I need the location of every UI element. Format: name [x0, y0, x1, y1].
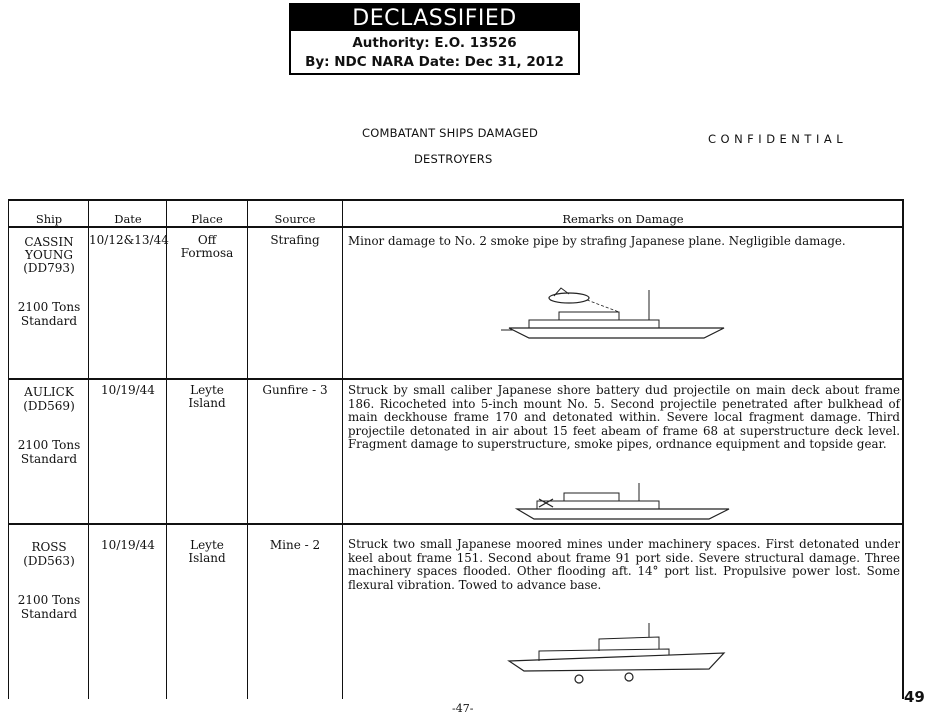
ship-name: AULICK — [24, 385, 74, 399]
col-header-remarks: Remarks on Damage — [562, 212, 684, 226]
col-divider — [166, 201, 167, 699]
stamp-by-line: By: NDC NARA Date: Dec 31, 2012 — [305, 54, 564, 70]
damage-remarks: Minor damage to No. 2 smoke pipe by strafing Japanese plane. Negligible damage. — [348, 234, 846, 248]
place-line-1: Leyte — [190, 383, 224, 397]
row-divider — [9, 378, 902, 380]
side-page-number: 49 — [904, 688, 925, 706]
tonnage: 2100 Tons — [17, 300, 81, 314]
col-header-source: Source — [274, 212, 316, 226]
place-line-1: Leyte — [190, 538, 224, 552]
place-line-2: Formosa — [180, 246, 234, 260]
destroyer-mine-illustration — [499, 621, 739, 686]
hull-number: (DD569) — [23, 399, 75, 413]
place-line-1: Off — [197, 233, 217, 247]
col-header-date: Date — [114, 212, 142, 226]
ship-name: ROSS — [31, 540, 67, 554]
hull-number: (DD563) — [23, 554, 75, 568]
header-divider — [9, 226, 902, 228]
tonnage: 2100 Tons — [17, 593, 81, 607]
damage-date: 10/19/44 — [101, 383, 155, 397]
damage-date: 10/19/44 — [101, 538, 155, 552]
place-line-2: Island — [188, 551, 226, 565]
destroyer-gunfire-illustration — [509, 481, 739, 526]
col-divider — [247, 201, 248, 699]
damage-source: Mine - 2 — [269, 538, 321, 552]
damage-source: Strafing — [270, 233, 320, 247]
tonnage-type: Standard — [20, 452, 78, 466]
ship-name: CASSIN YOUNG — [24, 235, 74, 262]
damage-source: Gunfire - 3 — [262, 383, 328, 397]
damage-date: 10/12&13/44 — [89, 233, 169, 247]
damage-table — [8, 199, 904, 699]
tonnage: 2100 Tons — [17, 438, 81, 452]
hull-number: (DD793) — [23, 261, 75, 275]
damage-remarks: Struck two small Japanese moored mines under machinery spaces. First detonated under keel about frame 151. Second about frame 91 port side. Severe structural damage. Three machinery spaces flooded. Other flooding aft. 14° port list. Propulsive power lost. Some flexural vibration. Towed to advance base. — [348, 537, 900, 592]
row-divider — [9, 523, 902, 525]
declassified-stamp — [289, 3, 580, 75]
col-header-ship: Ship — [35, 212, 63, 226]
classification-label: CONFIDENTIAL — [708, 132, 848, 146]
page-title: COMBATANT SHIPS DAMAGED — [362, 126, 539, 140]
destroyer-strafing-illustration — [499, 286, 739, 346]
page-number: -47- — [452, 702, 474, 715]
stamp-title: DECLASSIFIED — [291, 5, 578, 31]
col-divider — [88, 201, 89, 699]
damage-remarks: Struck by small caliber Japanese shore battery dud projectile on main deck about frame 186. Ricocheted into 5-inch mount No. 5. Second projectile penetrated after bulkhead of main deckhouse frame 170 and detonated within. Severe local fragment damage. Third projectile detonated in air about 15 feet abeam of frame 68 at superstructure deck level. Fragment damage to superstructure, smoke pipes, ordnance equipment and topside gear. — [348, 383, 900, 451]
tonnage-type: Standard — [20, 607, 78, 621]
place-line-2: Island — [188, 396, 226, 410]
stamp-authority: Authority: E.O. 13526 — [352, 35, 517, 51]
col-divider — [342, 201, 343, 699]
tonnage-type: Standard — [20, 314, 78, 328]
page-subtitle: DESTROYERS — [414, 152, 493, 166]
col-header-place: Place — [191, 212, 223, 226]
